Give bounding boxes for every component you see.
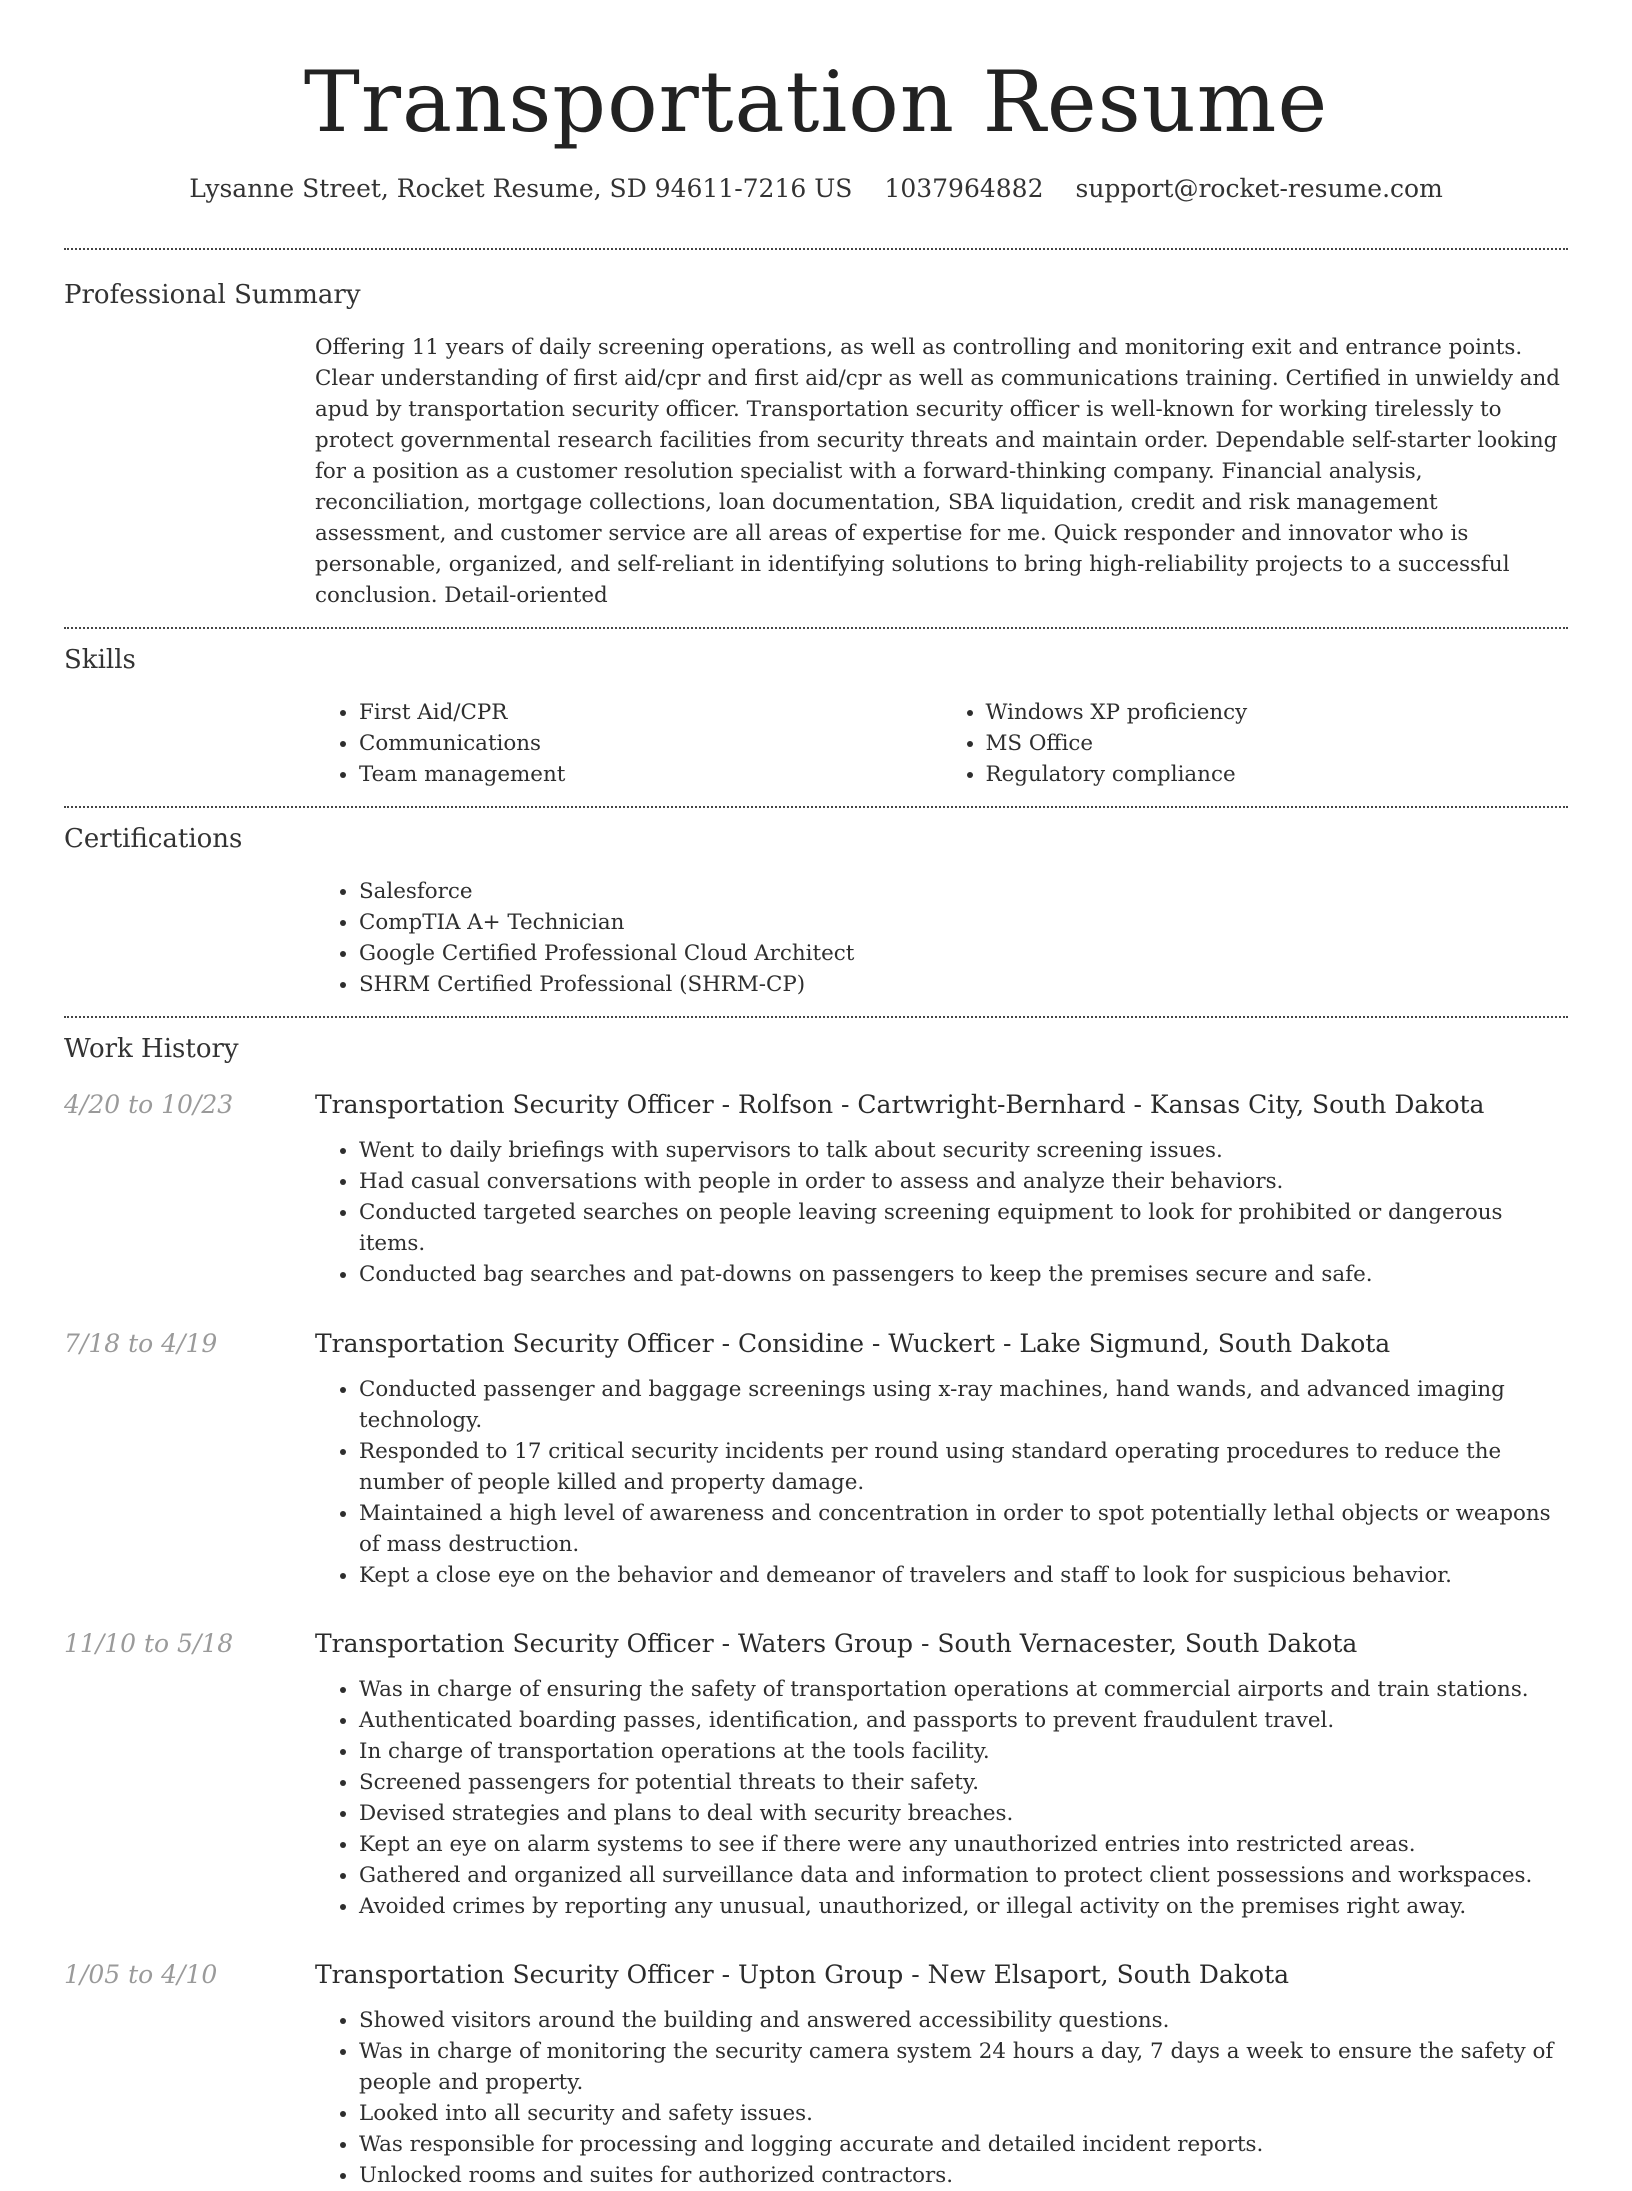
job-bullets xyxy=(315,1674,1568,1922)
resume-title: Transportation Resume xyxy=(303,53,1329,151)
job-entry xyxy=(64,1627,1568,1922)
skill-item: • First Aid/CPR xyxy=(359,697,942,728)
summary-section xyxy=(64,250,1568,627)
skills-list-left xyxy=(315,697,942,790)
contact-line xyxy=(64,172,1568,206)
job-bullets xyxy=(315,1374,1568,1591)
job-bullet: • Showed visitors around the building and answered accessibility questions. xyxy=(359,2005,1568,2036)
work-history-section xyxy=(64,1018,1568,2191)
skill-item: • Regulatory compliance xyxy=(986,759,1569,790)
certification-item: • SHRM Certified Professional (SHRM-CP) xyxy=(359,969,1568,1000)
skills-columns xyxy=(315,677,1568,806)
skills-list-right xyxy=(942,697,1569,790)
job-bullet: • Was in charge of monitoring the security camera system 24 hours a day, 7 days a week to ensure the safety of people and property. xyxy=(359,2036,1568,2098)
job-bullet: • Conducted passenger and baggage screenings using x-ray machines, hand wands, and advanced imaging technology. xyxy=(359,1374,1568,1436)
job-bullet: • Looked into all security and safety issues. xyxy=(359,2098,1568,2129)
job-bullets xyxy=(315,1135,1568,1290)
job-bullet: • Gathered and organized all surveillance data and information to protect client possessions and workspaces. xyxy=(359,1860,1568,1891)
job-title: Transportation Security Officer - Considine - Wuckert - Lake Sigmund, South Dakota xyxy=(315,1329,1391,1358)
job-bullet: • In charge of transportation operations at the tools facility. xyxy=(359,1736,1568,1767)
contact-phone: 1037964882 xyxy=(884,174,1044,203)
job-bullet: • Avoided crimes by reporting any unusual, unauthorized, or illegal activity on the premises right away. xyxy=(359,1891,1568,1922)
job-bullet: • Had casual conversations with people in order to assess and analyze their behaviors. xyxy=(359,1166,1568,1197)
section-title-summary: Professional Summary xyxy=(64,280,361,310)
job-bullet: • Was in charge of ensuring the safety of transportation operations at commercial airports and train stations. xyxy=(359,1674,1568,1705)
summary-text: Offering 11 years of daily screening operations, as well as controlling and monitoring exit and entrance points. Clear understanding of first aid/cpr and first aid/cpr as well as communications training. Certified in unwieldy and apud by transportation security officer. Transportation security officer is well-known for working tirelessly to protect governmental research facilities from security threats and maintain order. Dependable self-starter looking for a position as a customer resolution specialist with a forward-thinking company. Financial analysis, reconciliation, mortgage collections, loan documentation, SBA liquidation, credit and risk management assessment, and customer service are all areas of expertise for me. Quick responder and innovator who is personable, organized, and self-reliant in identifying solutions to bring high-reliability projects to a successful conclusion. Detail-oriented xyxy=(315,335,1560,608)
job-bullet: • Conducted bag searches and pat-downs on passengers to keep the premises secure and safe. xyxy=(359,1259,1568,1290)
job-title: Transportation Security Officer - Upton Group - New Elsaport, South Dakota xyxy=(315,1960,1290,1989)
section-title-certifications: Certifications xyxy=(64,824,243,854)
job-title: Transportation Security Officer - Waters Group - South Vernacester, South Dakota xyxy=(315,1629,1358,1658)
section-title-skills: Skills xyxy=(64,645,136,675)
certifications-section xyxy=(64,808,1568,1016)
job-entry xyxy=(64,1327,1568,1591)
job-entry xyxy=(64,1088,1568,1290)
job-bullet: • Devised strategies and plans to deal with security breaches. xyxy=(359,1798,1568,1829)
job-title: Transportation Security Officer - Rolfson - Cartwright-Bernhard - Kansas City, South Dakota xyxy=(315,1090,1485,1119)
skills-section xyxy=(64,629,1568,806)
job-bullet: • Maintained a high level of awareness and concentration in order to spot potentially lethal objects or weapons of mass destruction. xyxy=(359,1498,1568,1560)
certifications-list xyxy=(315,856,1568,1016)
job-dates: 7/18 to 4/19 xyxy=(64,1329,218,1358)
job-bullet: • Went to daily briefings with supervisors to talk about security screening issues. xyxy=(359,1135,1568,1166)
certification-item: • Salesforce xyxy=(359,876,1568,907)
job-bullet: • Responded to 17 critical security incidents per round using standard operating procedures to reduce the number of people killed and property damage. xyxy=(359,1436,1568,1498)
skill-item: • Team management xyxy=(359,759,942,790)
skill-item: • Communications xyxy=(359,728,942,759)
job-dates: 4/20 to 10/23 xyxy=(64,1090,234,1119)
job-entry xyxy=(64,1958,1568,2191)
certification-item: • Google Certified Professional Cloud Architect xyxy=(359,938,1568,969)
job-bullet: • Screened passengers for potential threats to their safety. xyxy=(359,1767,1568,1798)
skill-item: • Windows XP proficiency xyxy=(986,697,1569,728)
job-dates: 1/05 to 4/10 xyxy=(64,1960,218,1989)
job-bullet: • Authenticated boarding passes, identification, and passports to prevent fraudulent travel. xyxy=(359,1705,1568,1736)
contact-address: Lysanne Street, Rocket Resume, SD 94611-7216 US xyxy=(189,174,853,203)
job-bullets xyxy=(315,2005,1568,2191)
section-title-work-history: Work History xyxy=(64,1034,239,1064)
job-dates: 11/10 to 5/18 xyxy=(64,1629,234,1658)
skill-item: • MS Office xyxy=(986,728,1569,759)
job-bullet: • Kept a close eye on the behavior and demeanor of travelers and staff to look for suspicious behavior. xyxy=(359,1560,1568,1591)
certification-item: • CompTIA A+ Technician xyxy=(359,907,1568,938)
job-bullet: • Conducted targeted searches on people leaving screening equipment to look for prohibited or dangerous items. xyxy=(359,1197,1568,1259)
job-bullet: • Unlocked rooms and suites for authorized contractors. xyxy=(359,2160,1568,2191)
contact-email: support@rocket-resume.com xyxy=(1075,174,1443,203)
job-bullet: • Kept an eye on alarm systems to see if there were any unauthorized entries into restricted areas. xyxy=(359,1829,1568,1860)
job-bullet: • Was responsible for processing and logging accurate and detailed incident reports. xyxy=(359,2129,1568,2160)
